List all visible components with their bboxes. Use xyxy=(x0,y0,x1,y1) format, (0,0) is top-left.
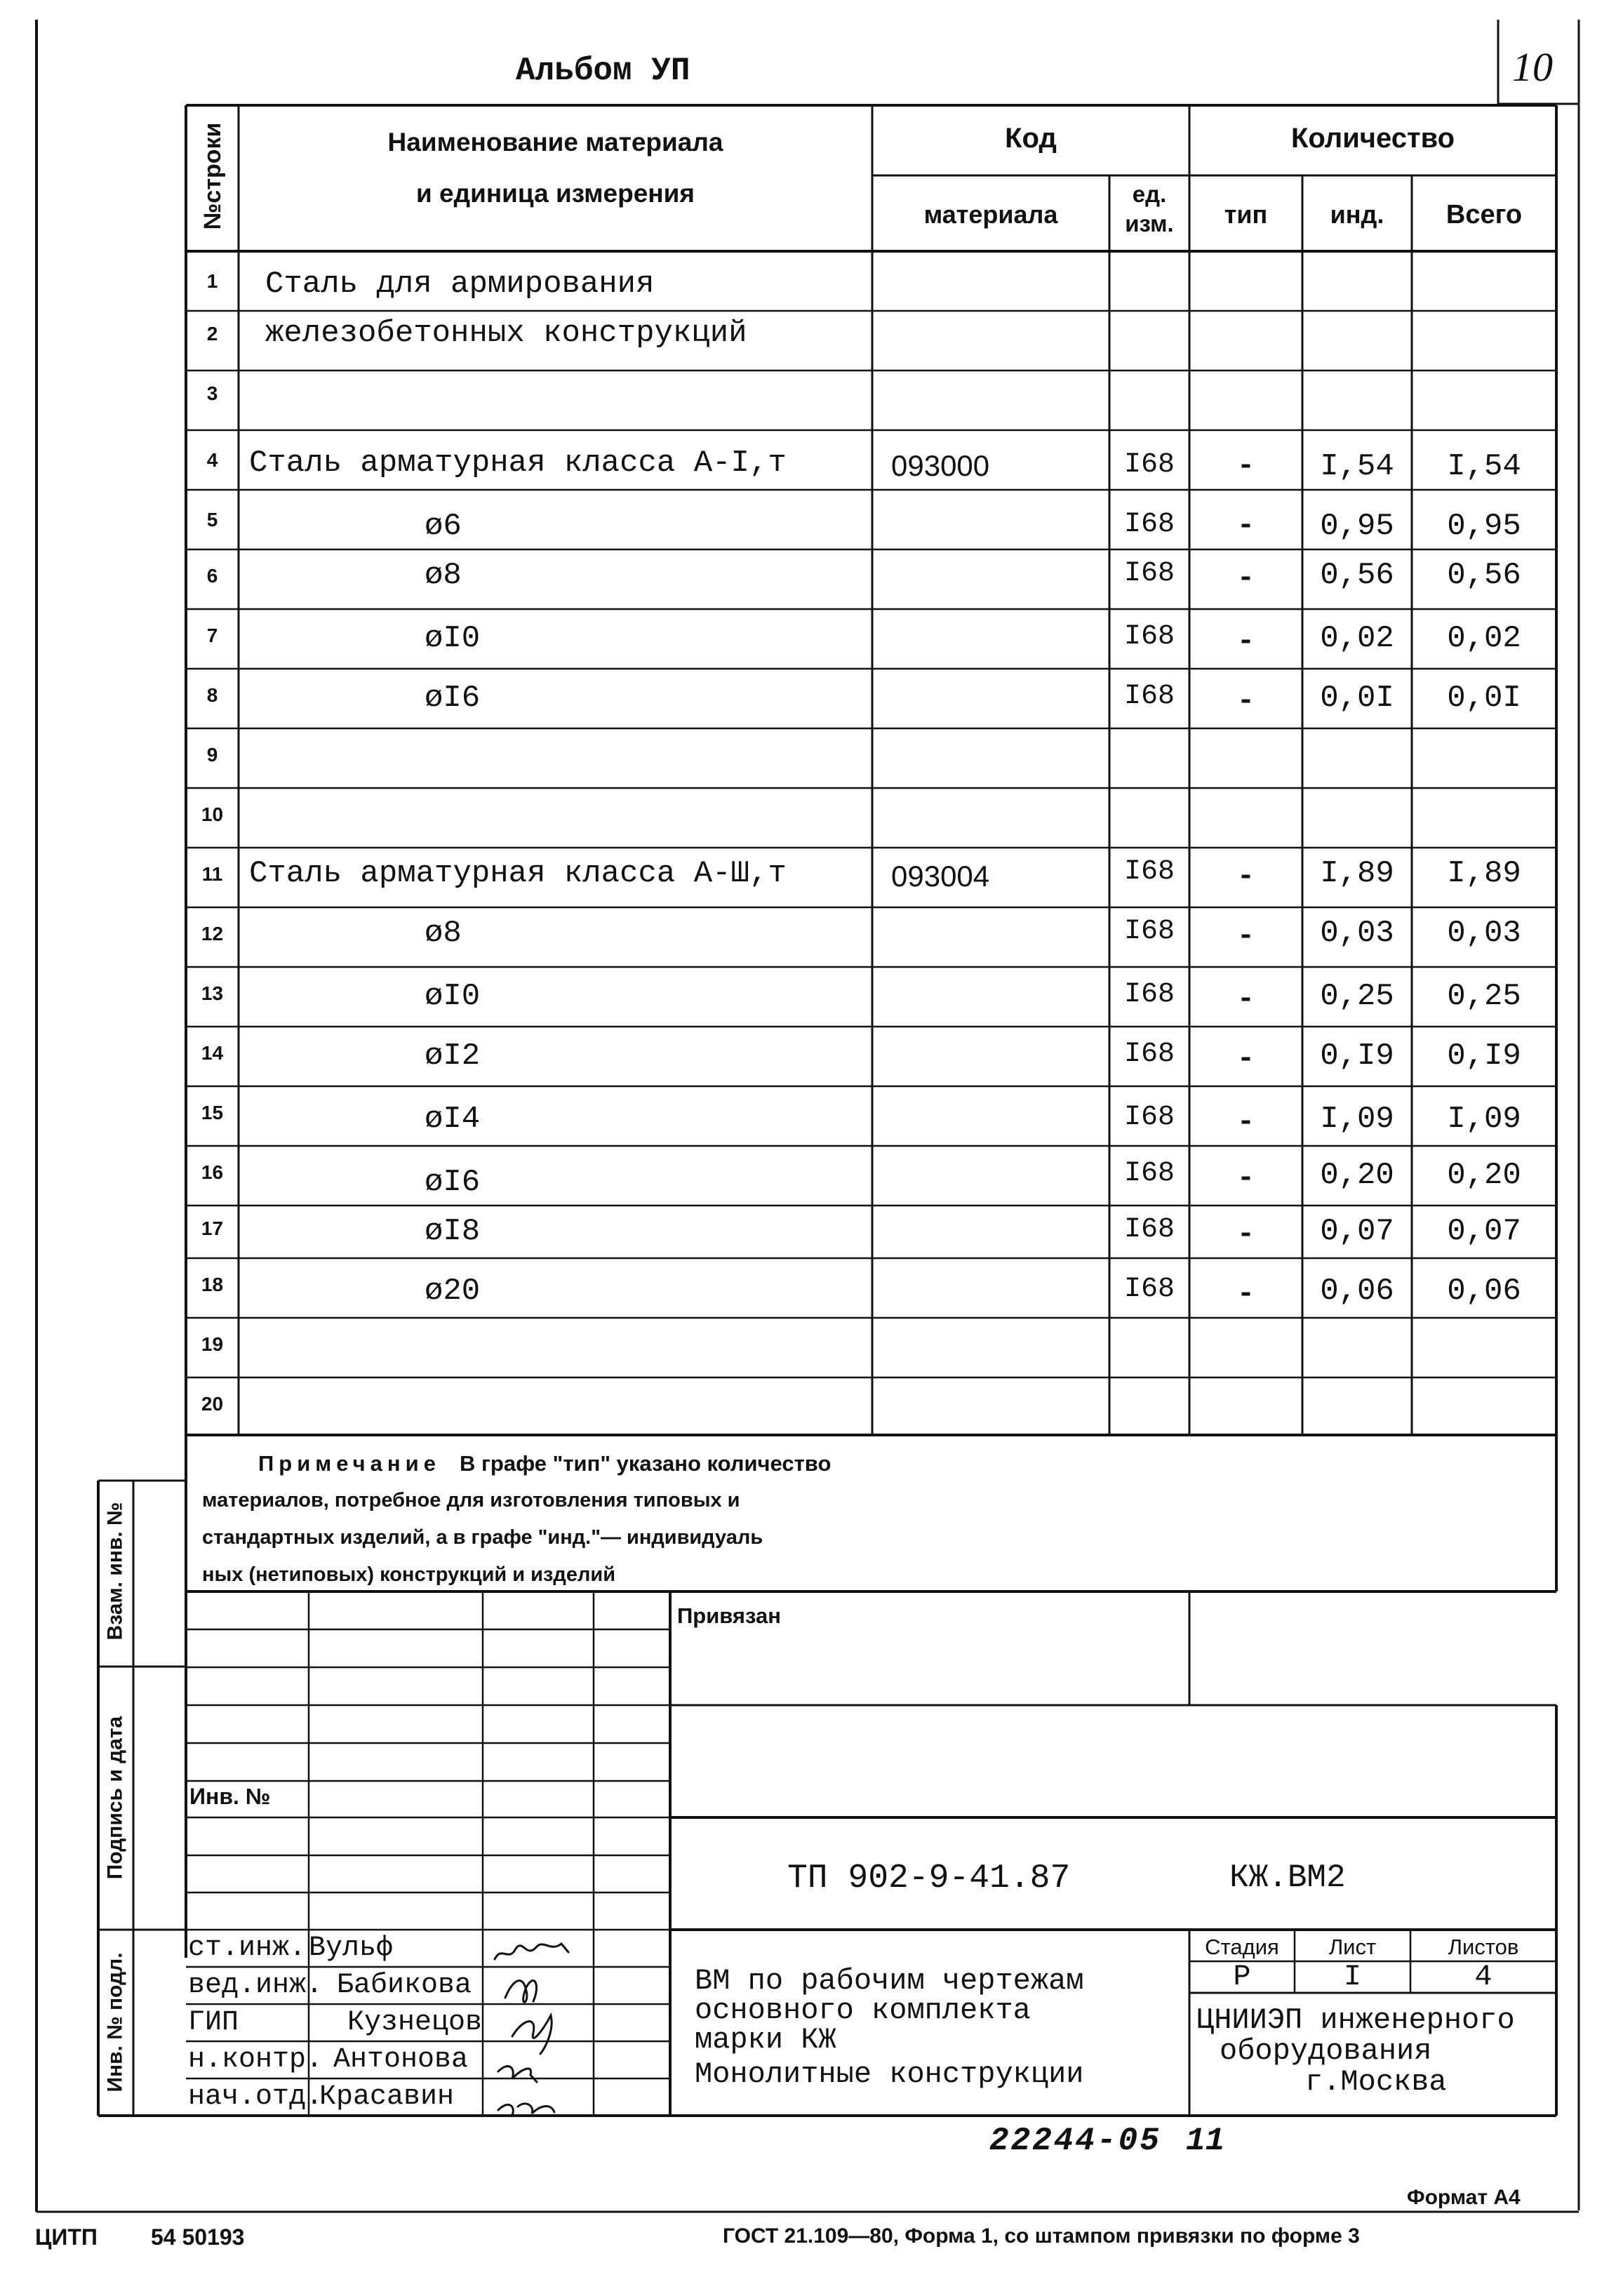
header-unit-line2: изм. xyxy=(1125,211,1174,236)
sheet-label: Лист xyxy=(1328,1935,1377,1959)
signer-role: ст.инж. xyxy=(188,1933,307,1964)
material-code: 093000 xyxy=(891,449,990,482)
qty-type: - xyxy=(1236,1042,1255,1076)
header-name-line1: Наименование материала xyxy=(387,128,723,156)
qty-individual: 0,95 xyxy=(1320,509,1394,544)
qty-individual: 0,20 xyxy=(1320,1158,1394,1193)
material-name: ø8 xyxy=(425,558,462,593)
header-quantity-group: Количество xyxy=(1290,123,1455,154)
signer-name: Вульф xyxy=(309,1933,394,1964)
qty-type: - xyxy=(1236,1277,1255,1311)
material-name: øI6 xyxy=(425,681,481,716)
signer-name: Бабикова xyxy=(337,1970,472,2001)
material-name: øI8 xyxy=(425,1214,481,1249)
organization-line: ЦНИИЭП инженерного xyxy=(1196,2003,1515,2037)
signer-role: ГИП xyxy=(188,2007,239,2038)
note-line: материалов, потребное для изготовления типовых и xyxy=(202,1489,740,1511)
side-label-replacement: Взам. инв. № xyxy=(103,1502,127,1641)
handwritten-signatures xyxy=(484,1931,617,2115)
qty-type: - xyxy=(1236,919,1255,953)
row-number: 16 xyxy=(201,1161,224,1183)
row-number: 1 xyxy=(206,270,218,292)
row-number: 3 xyxy=(206,382,218,404)
qty-type: - xyxy=(1236,625,1255,658)
header-row-number: №строки xyxy=(199,122,226,230)
material-name: øI0 xyxy=(425,979,481,1014)
qty-individual: 0,03 xyxy=(1320,916,1394,951)
signer-name: Антонова xyxy=(333,2044,469,2076)
material-name: ø20 xyxy=(425,1274,481,1309)
order-number: 54 50193 xyxy=(151,2224,245,2250)
material-name: Сталь арматурная класса А-Ш,т xyxy=(249,856,787,891)
material-name: Сталь арматурная класса А-I,т xyxy=(249,446,787,481)
row-number: 10 xyxy=(201,803,224,825)
row-number: 11 xyxy=(201,863,223,885)
row-number: 12 xyxy=(201,923,224,945)
qty-individual: 0,0I xyxy=(1320,681,1394,716)
qty-total: 0,06 xyxy=(1447,1274,1521,1309)
title-line: Монолитные конструкции xyxy=(695,2057,1084,2091)
note-line: ных (нетиповых) конструкций и изделий xyxy=(202,1563,616,1586)
signer-name: Красавин xyxy=(319,2081,455,2113)
qty-type: - xyxy=(1236,1161,1255,1195)
material-name: ø6 xyxy=(425,509,462,544)
note-line: стандартных изделий, а в графе "инд."— индивидуаль xyxy=(202,1526,763,1549)
row-number: 15 xyxy=(201,1102,224,1123)
material-name: øI6 xyxy=(425,1165,481,1200)
unit-code: I68 xyxy=(1123,1158,1175,1189)
qty-total: 0,I9 xyxy=(1447,1039,1521,1074)
project-code: ТП 902-9-41.87 xyxy=(787,1860,1071,1897)
qty-individual: I,09 xyxy=(1320,1102,1394,1137)
qty-type: - xyxy=(1236,509,1255,542)
row-number: 6 xyxy=(206,565,218,587)
qty-total: 0,03 xyxy=(1447,916,1521,951)
qty-individual: 0,02 xyxy=(1320,621,1394,656)
qty-total: 0,25 xyxy=(1447,979,1521,1014)
unit-code: I68 xyxy=(1123,979,1175,1010)
qty-individual: I,89 xyxy=(1320,856,1394,891)
qty-type: - xyxy=(1236,982,1255,1016)
material-name: Сталь для армирования xyxy=(265,267,655,302)
inventory-number: 22244-05 xyxy=(989,2123,1161,2159)
material-name: железобетонных конструкций xyxy=(265,316,747,351)
header-code-group: Код xyxy=(1005,123,1057,154)
header-name-line2: и единица измерения xyxy=(415,179,695,208)
unit-code: I68 xyxy=(1123,916,1175,947)
unit-code: I68 xyxy=(1123,1102,1175,1133)
qty-total: 0,56 xyxy=(1447,558,1521,593)
unit-code: I68 xyxy=(1123,1274,1175,1305)
organization-line: оборудования xyxy=(1220,2034,1432,2068)
material-name: øI0 xyxy=(425,621,481,656)
qty-total: 0,20 xyxy=(1447,1158,1521,1193)
bound-to-label: Привязан xyxy=(677,1603,781,1628)
row-number: 20 xyxy=(201,1393,224,1415)
unit-code: I68 xyxy=(1123,1039,1175,1070)
side-label-original-inventory: Инв. № подл. xyxy=(103,1952,127,2093)
signer-name: Кузнецов xyxy=(347,2007,483,2038)
album-title: Альбом УП xyxy=(516,53,690,89)
unit-code: I68 xyxy=(1123,621,1175,653)
header-type: тип xyxy=(1224,200,1268,229)
title-line: основного комплекта xyxy=(695,1994,1031,2027)
qty-total: 0,02 xyxy=(1447,621,1521,656)
page-number: 10 xyxy=(1512,44,1553,90)
header-unit-line1: ед. xyxy=(1132,181,1167,207)
row-number: 7 xyxy=(206,625,218,646)
qty-total: 0,95 xyxy=(1447,509,1521,544)
qty-individual: 0,25 xyxy=(1320,979,1394,1014)
unit-code: I68 xyxy=(1123,449,1175,481)
material-name: øI2 xyxy=(425,1039,481,1074)
unit-code: I68 xyxy=(1123,1214,1175,1246)
signer-role: нач.отд. xyxy=(188,2081,323,2113)
qty-total: 0,0I xyxy=(1447,681,1521,716)
document-mark: КЖ.ВМ2 xyxy=(1229,1860,1346,1896)
title-line: марки КЖ xyxy=(695,2023,836,2057)
qty-total: I,09 xyxy=(1447,1102,1521,1137)
sheet-value: I xyxy=(1343,1960,1362,1994)
qty-type: - xyxy=(1236,449,1255,483)
row-number: 13 xyxy=(201,982,224,1004)
qty-individual: 0,I9 xyxy=(1320,1039,1394,1074)
note-line: В графе "тип" указано количество xyxy=(460,1451,832,1476)
unit-code: I68 xyxy=(1123,558,1175,589)
paper-format: Формат А4 xyxy=(1407,2186,1521,2209)
material-name: ø8 xyxy=(425,916,462,951)
organization-code: ЦИТП xyxy=(35,2224,98,2250)
qty-individual: 0,07 xyxy=(1320,1214,1394,1249)
stage-value: Р xyxy=(1233,1960,1251,1994)
sheets-total-value: 4 xyxy=(1474,1960,1493,1994)
qty-type: - xyxy=(1236,1217,1255,1251)
qty-total: 0,07 xyxy=(1447,1214,1521,1249)
row-number: 17 xyxy=(201,1217,224,1239)
row-number: 19 xyxy=(201,1333,224,1355)
inventory-sheet: 11 xyxy=(1186,2123,1225,2159)
qty-type: - xyxy=(1236,1105,1255,1139)
qty-type: - xyxy=(1236,561,1255,595)
header-material-code: материала xyxy=(923,200,1058,229)
material-name: øI4 xyxy=(425,1102,481,1137)
qty-individual: I,54 xyxy=(1320,449,1394,484)
unit-code: I68 xyxy=(1123,856,1175,888)
row-number: 5 xyxy=(206,509,218,530)
sheets-total-label: Листов xyxy=(1448,1935,1519,1959)
header-total: Всего xyxy=(1445,200,1523,229)
qty-type: - xyxy=(1236,684,1255,718)
qty-total: I,89 xyxy=(1447,856,1521,891)
qty-individual: 0,56 xyxy=(1320,558,1394,593)
row-number: 2 xyxy=(206,323,218,345)
organization-line: г.Москва xyxy=(1305,2065,1447,2099)
unit-code: I68 xyxy=(1123,681,1175,712)
qty-individual: 0,06 xyxy=(1320,1274,1394,1309)
row-number: 4 xyxy=(206,449,218,471)
note-label: Примечание xyxy=(258,1451,441,1476)
header-individual: инд. xyxy=(1330,200,1384,229)
row-number: 8 xyxy=(206,684,218,706)
qty-type: - xyxy=(1236,860,1255,893)
signer-role: вед.инж. xyxy=(188,1970,323,2001)
unit-code: I68 xyxy=(1123,509,1175,540)
row-number: 9 xyxy=(206,744,218,766)
qty-total: I,54 xyxy=(1447,449,1521,484)
gost-reference: ГОСТ 21.109—80, Форма 1, со штампом привязки по форме 3 xyxy=(723,2224,1360,2248)
inventory-no-label: Инв. № xyxy=(189,1784,271,1809)
row-number: 18 xyxy=(201,1274,224,1295)
stage-label: Стадия xyxy=(1205,1935,1279,1959)
side-label-signature-date: Подпись и дата xyxy=(103,1716,127,1880)
row-number: 14 xyxy=(201,1042,224,1064)
title-line: ВМ по рабочим чертежам xyxy=(695,1964,1084,1998)
signer-role: н.контр. xyxy=(188,2044,323,2076)
material-code: 093004 xyxy=(891,860,990,893)
